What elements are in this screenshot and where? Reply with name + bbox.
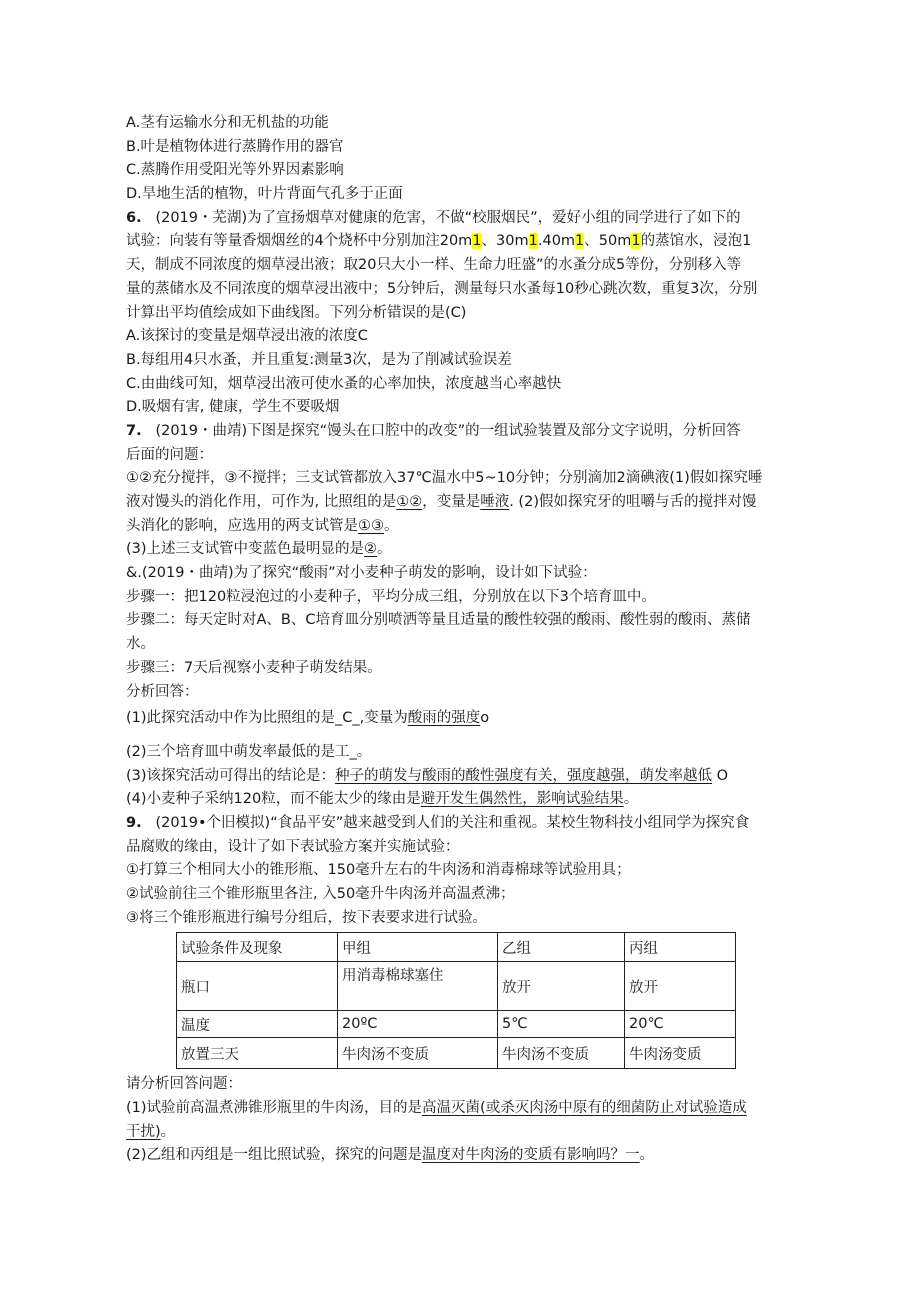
table-cell: 5℃ xyxy=(498,1011,625,1038)
q7-line-6: (3)上述三支试管中变蓝色最明显的是②。 xyxy=(126,541,392,558)
table-header-row xyxy=(177,933,736,962)
highlight-mark: 1 xyxy=(631,233,641,250)
experiment-table xyxy=(176,932,736,1069)
table-row xyxy=(177,962,736,1011)
q6-line-5: 计算出平均值绘成如下曲线图。下列分析错误的是(C) xyxy=(126,304,467,321)
q6-option-d: D.吸烟有害, 健康，学生不要吸烟 xyxy=(126,399,340,416)
table-cell: 用消毒棉球塞住 xyxy=(338,962,498,1011)
q8-step-2: 步骤二：每天定时对A、B、C培育皿分别喷洒等量且适量的酸性较强的酸雨、酸性弱的酸雨、蒸储 xyxy=(126,612,751,629)
answer: ①② xyxy=(396,494,423,510)
q6-line-1: 6. (2019・芜湖)为了宣扬烟草对健康的危害，不做“校服烟民”，爱好小组的同学进行了如下的 xyxy=(126,209,741,226)
table-cell: 20ºC xyxy=(338,1011,498,1038)
highlight-mark: 1 xyxy=(528,233,538,250)
q9-step-3: ③将三个锥形瓶进行编号分组后，按下表要求进行试验。 xyxy=(126,909,487,926)
q8-analysis: 分析回答： xyxy=(126,683,199,700)
q6-line-3: 天，制成不同浓度的烟草浸出液；取20只大小一样、生命力旺盛”的水蚤分成5等份，分别移入等 xyxy=(126,257,742,274)
q8-step-2-cont: 水。 xyxy=(126,636,155,653)
q6-option-c: C.由曲线可知，烟草浸出液可使水蚤的心率加快，浓度越当心率越快 xyxy=(126,375,562,392)
q7-number: 7. xyxy=(126,422,142,439)
option-d: D.旱地生活的植物，叶片背面气孔多于正面 xyxy=(126,186,403,203)
table-cell: 牛肉汤变质 xyxy=(625,1038,736,1069)
table-header-cell: 丙组 xyxy=(625,933,736,962)
q7-line-1: 7. (2019・曲靖)下图是探究“馒头在口腔中的改变”的一组试验装置及部分文字说明，分析回答 xyxy=(126,422,741,439)
document-page xyxy=(126,112,796,1168)
table-header-cell: 试验条件及现象 xyxy=(177,933,338,962)
highlight-mark: 1 xyxy=(575,233,585,250)
table-cell: 放开 xyxy=(498,962,625,1011)
option-b: B.叶是植物体进行蒸腾作用的器官 xyxy=(126,138,344,155)
answer: 干扰) xyxy=(126,1123,161,1140)
highlight-mark: 1 xyxy=(472,233,482,250)
q8-answer-2: (2)三个培育皿中萌发率最低的是工_。 xyxy=(126,743,372,760)
q8-answer-3: (3)该探究活动可得出的结论是：种子的萌发与酸雨的酸性强度有关，强度越强，萌发率越低 O xyxy=(126,767,729,784)
q9-prompt: 请分析回答问题： xyxy=(126,1076,242,1093)
q9-step-2: ②试验前往三个锥形瓶里各注, 入50毫升牛肉汤并高温煮沸； xyxy=(126,886,515,902)
answer: 唾液 xyxy=(480,494,510,510)
table-cell: 牛肉汤不变质 xyxy=(498,1038,625,1069)
table-cell: 牛肉汤不变质 xyxy=(338,1038,498,1069)
answer: ①③ xyxy=(358,517,384,534)
answer: ② xyxy=(364,541,378,558)
table-header-cell: 甲组 xyxy=(338,933,498,962)
q7-line-3: ①②充分搅拌，③不搅拌；三支试管都放入37℃温水中5~10分钟；分别滴加2滴碘液(1)假如探究唾 xyxy=(126,470,763,487)
q6-number: 6. xyxy=(126,209,142,226)
answer: 种子的萌发与酸雨的酸性强度有关，强度越强，萌发率越低 xyxy=(335,767,713,784)
table-row xyxy=(177,1038,736,1069)
table-cell: 瓶口 xyxy=(177,962,338,1011)
answer: 酸雨的强度 xyxy=(407,710,481,727)
table-cell: 放置三天 xyxy=(177,1038,338,1069)
q8-step-1: 步骤一：把120粒浸泡过的小麦种子，平均分成三组，分别放在以下3个培育皿中。 xyxy=(126,588,656,605)
table-cell: 温度 xyxy=(177,1011,338,1038)
q9-answer-2: (2)乙组和丙组是一组比照试验，探究的问题是温度对牛肉汤的变质有影响吗？一。 xyxy=(126,1147,655,1164)
q8-answer-4: (4)小麦种子采纳120粒，而不能太少的缘由是避开发生偶然性，影响试验结果。 xyxy=(126,791,639,808)
table-row xyxy=(177,1011,736,1038)
answer: 温度对牛肉汤的变质有影响吗？一 xyxy=(422,1147,640,1164)
table-cell: 20℃ xyxy=(625,1011,736,1038)
q9-step-1: ①打算三个相同大小的锥形瓶、150毫升左右的牛肉汤和消毒棉球等试验用具； xyxy=(126,862,631,879)
q9-number: 9. xyxy=(126,814,142,831)
q7-line-2: 后面的问题： xyxy=(126,446,213,463)
answer: 避开发生偶然性，影响试验结果 xyxy=(420,791,624,808)
q6-option-b: B.每组用4只水蚤，并且重复:测量3次，是为了削减试验误差 xyxy=(126,351,512,368)
q9-line-2: 品腐败的缘由，设计了如下表试验方案并实施试验： xyxy=(126,838,460,855)
option-a: A.茎有运输水分和无机盐的功能 xyxy=(126,115,329,131)
option-c: C.蒸腾作用受阳光等外界因素影响 xyxy=(126,162,344,179)
q8-answer-1: (1)此探究活动中作为比照组的是_C_,变量为酸雨的强度o xyxy=(126,710,490,727)
table-header-cell: 乙组 xyxy=(498,933,625,962)
q9-line-1: 9. (2019•个旧模拟)“食品平安”越来越受到人们的关注和重视。某校生物科技小组同学为探究食 xyxy=(126,814,750,831)
table-cell: 放开 xyxy=(625,962,736,1011)
q6-line-2: 试验：向装有等量香烟烟丝的4个烧杯中分别加注20m1、30m1.40m1、50m1的蒸馆水，浸泡1 xyxy=(126,233,752,250)
answer: 高温灭菌(或杀灭肉汤中原有的细菌防止对试验造成 xyxy=(422,1100,747,1117)
q6-option-a: A.该探讨的变量是烟草浸出液的浓度C xyxy=(126,328,368,345)
q9-answer-1-cont: 干扰)。 xyxy=(126,1123,176,1140)
q8-step-3: 步骤三：7天后视察小麦种子萌发结果。 xyxy=(126,659,382,676)
q8-line-1: &.(2019・曲靖)为了探究“酸雨”对小麦种子萌发的影响，设计如下试验： xyxy=(126,565,597,582)
q9-answer-1: (1)试验前高温煮沸锥形瓶里的牛肉汤，目的是高温灭菌(或杀灭肉汤中原有的细菌防止对试验造成 xyxy=(126,1100,747,1117)
q6-line-4: 量的蒸储水及不同浓度的烟草浸出液中；5分钟后，测量每只水蚤每10秒心跳次数，重复3次，分别 xyxy=(126,280,758,297)
q7-line-4: 液对馒头的消化作用，可作为, 比照组的是①②，变量是唾液. (2)假如探究牙的咀嚼与舌的搅拌对馒 xyxy=(126,494,757,510)
q7-line-5: 头消化的影响，应选用的两支试管是①③。 xyxy=(126,517,399,534)
